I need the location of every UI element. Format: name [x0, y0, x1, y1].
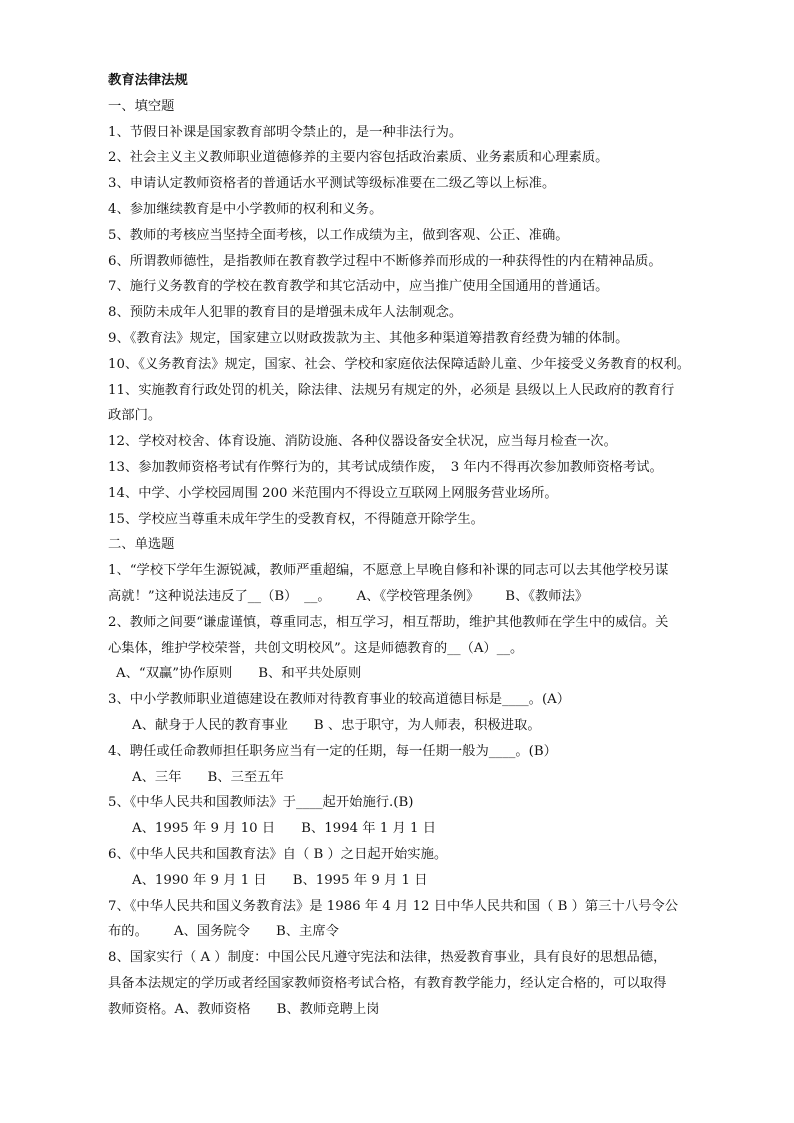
- question-7-stem-end: 布的。: [108, 924, 148, 940]
- question-3-option-b: B 、忠于职守，为人师表，积极进取。: [313, 717, 541, 733]
- document-content: [108, 68, 704, 1022]
- question-4-stem: 4、聘任或任命教师担任职务应当有一定的任期，每一任期一般为____。(B）: [108, 743, 557, 759]
- section-heading-single-choice: 二、单选题: [108, 537, 175, 553]
- question-1-stem: 高就！”这种说法违反了__（B） __。: [108, 588, 331, 604]
- question-6-option-a: A、1990 年 9 月 1 日: [132, 872, 267, 888]
- section-heading-fill-blank: 一、填空题: [108, 98, 175, 114]
- fill-blank-item-5: 5、教师的考核应当坚持全面考核，以工作成绩为主，做到客观、公正、准确。: [108, 227, 569, 243]
- fill-blank-item-3: 3、申请认定教师资格者的普通话水平测试等级标准要在二级乙等以上标准。: [108, 176, 556, 192]
- question-8-line-1: 8、国家实行（ A ）制度：中国公民凡遵守宪法和法律，热爱教育事业，具有良好的思想品德，: [108, 950, 667, 966]
- fill-blank-item-7: 7、施行义务教育的学校在教育教学和其它活动中，应当推广使用全国通用的普通话。: [108, 279, 609, 295]
- fill-blank-item-11-line-2: 政部门。: [108, 408, 162, 424]
- question-7-line-2: [108, 919, 704, 945]
- question-2-line-2: 心集体，维护学校荣誉，共创文明校风”。这是师德教育的__（A）__。: [108, 640, 524, 656]
- fill-blank-item-13: 13、参加教师资格考试有作弊行为的，其考试成绩作废， 3 年内不得再次参加教师资格考试。: [108, 459, 663, 475]
- question-1-option-b: B、《教师法》: [505, 588, 589, 604]
- fill-blank-item-1: 1、节假日补课是国家教育部明令禁止的，是一种非法行为。: [108, 124, 463, 140]
- fill-blank-item-9: 9、《教育法》规定，国家建立以财政拨款为主、其他多种渠道筹措教育经费为辅的体制。: [108, 330, 629, 346]
- question-7-option-a: A、国务院令: [173, 924, 250, 940]
- question-2-option-b: B、和平共处原则: [258, 666, 362, 682]
- fill-blank-item-2: 2、社会主义主义教师职业道德修养的主要内容包括政治素质、业务素质和心理素质。: [108, 150, 609, 166]
- question-5-options: [108, 816, 704, 842]
- question-5-option-a: A、1995 年 9 月 10 日: [132, 821, 276, 837]
- fill-blank-item-8: 8、预防未成年人犯罪的教育目的是增强未成年人法制观念。: [108, 305, 463, 321]
- fill-blank-item-6: 6、所谓教师德性，是指教师在教育教学过程中不断修养而形成的一种获得性的内在精神品质。: [108, 253, 662, 269]
- question-6-stem: 6、《中华人民共和国教育法》自（ B ）之日起开始实施。: [108, 846, 448, 862]
- question-5-option-b: B、1994 年 1 月 1 日: [301, 821, 437, 837]
- question-4-option-b: B、三至五年: [207, 769, 284, 785]
- question-2-options: [108, 661, 704, 687]
- question-8-line-2: 具备本法规定的学历或者经国家教师资格考试合格，有教育教学能力，经认定合格的，可以取得: [108, 975, 667, 991]
- question-6-option-b: B、1995 年 9 月 1 日: [292, 872, 428, 888]
- question-3-option-a: A、献身于人民的教育事业: [132, 717, 288, 733]
- question-7-option-b: B、主席令: [275, 924, 339, 940]
- question-8-line-3: [108, 997, 704, 1023]
- question-3-options: [108, 713, 704, 739]
- question-1-line-1: 1、“学校下学年生源锐减，教师严重超编，不愿意上早晚自修和补课的同志可以去其他学校另谋: [108, 563, 669, 579]
- question-7-line-1: 7、《中华人民共和国义务教育法》是 1986 年 4 月 12 日中华人民共和国（ B ）第三十八号令公: [108, 898, 679, 914]
- question-2-line-1: 2、教师之间要“谦虚谨慎，尊重同志，相互学习，相互帮助，维护其他教师在学生中的威信。关: [108, 614, 669, 630]
- question-4-option-a: A、三年: [132, 769, 182, 785]
- question-4-options: [108, 765, 704, 791]
- question-3-stem: 3、中小学教师职业道德建设在教师对待教育事业的较高道德目标是____。(A）: [108, 692, 571, 708]
- question-1-line-2: [108, 584, 704, 610]
- question-8-stem-end-option-a: 教师资格。A、教师资格: [108, 1001, 251, 1017]
- question-1-option-a: A、《学校管理条例》: [356, 588, 480, 604]
- fill-blank-item-4: 4、参加继续教育是中小学教师的权利和义务。: [108, 201, 383, 217]
- fill-blank-item-14: 14、中学、小学校园周围 200 米范围内不得设立互联网上网服务营业场所。: [108, 485, 558, 501]
- fill-blank-item-12: 12、学校对校舍、体育设施、消防设施、各种仪器设备安全状况，应当每月检查一次。: [108, 434, 617, 450]
- fill-blank-item-11-line-1: 11、实施教育行政处罚的机关，除法律、法规另有规定的外，必须是 县级以上人民政府的教育行: [108, 382, 675, 398]
- fill-blank-item-10: 10、《义务教育法》规定，国家、社会、学校和家庭依法保障适龄儿童、少年接受义务教育的权利。: [108, 356, 691, 372]
- fill-blank-item-15: 15、学校应当尊重未成年学生的受教育权，不得随意开除学生。: [108, 511, 484, 527]
- question-2-option-a: A、“双赢”协作原则: [116, 666, 233, 682]
- document-title: 教育法律法规: [108, 73, 188, 88]
- question-5-stem: 5、《中华人民共和国教师法》于____起开始施行.(B): [108, 795, 414, 811]
- question-8-option-b: B、教师竞聘上岗: [276, 1001, 380, 1017]
- question-6-options: [108, 868, 704, 894]
